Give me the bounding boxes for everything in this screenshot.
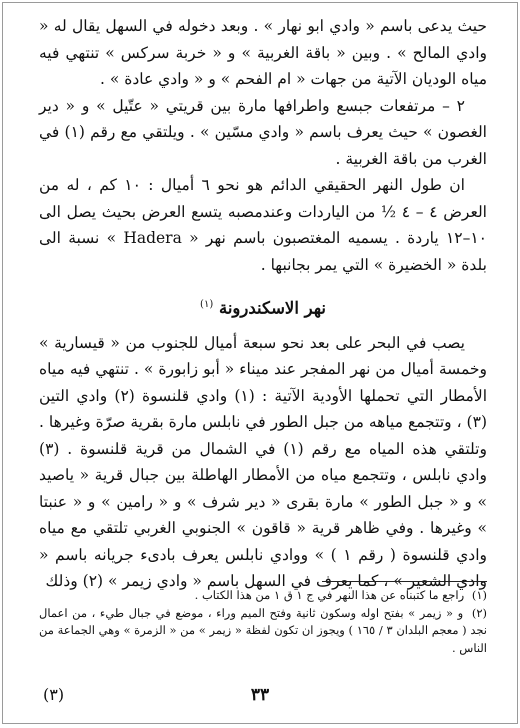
document-page [2,2,518,724]
footnote-1-number: (١) [471,588,487,602]
footnote-2-number: (٢) [471,605,487,620]
section-heading-text: نهر الاسكندرونة [218,298,326,318]
paragraph-1: حيث يدعى باسم « وادي ابو نهار » . وبعد دخوله في السهل يقال له « وادي المالح » . وبين « باقة الغربية » و « خربة سركس » تنتهي فيه مياه الوديان الآتية من جهات « ام الفحم » و « وادي عادة » . [39,17,487,88]
footnote-2 [39,605,487,658]
footnotes [39,587,487,657]
section-heading [39,292,487,322]
heading-footnote-marker: (١) [200,299,214,310]
footnote-2-text: و « زيمر » بفتح اوله وسكون ثانية وفتح الميم وراء ، موضع في جبال طيء ، من اعمال نجد ( معجم البلدان ٣ / ١٦٥ ) ويجوز ان تكون لفظة « زيمر » من « الزمرة » وهي الجماعة من الناس . [39,605,487,655]
paragraph-4: يصب في البحر على بعد نحو سبعة أميال للجنوب من « قيسارية » وخمسة أميال من نهر المفجر عند ميناء « أبو زابورة » . تنتهي فيه مياه الأمطار التي تحملها الأودية الآتية : (١) وادي قلنسوة (٢) وادي التين (٣) ، وتتجمع مياهه من جبل الطور في نابلس مارة بقرية صرّة وغيرها . وتلتقي هذه المياه مع رقم (١) في الشمال من قرية قلنسوة . (٣) وادي نابلس ، وتتجمع مياه من الأمطار الهاطلة بين جبال قرية « ياصيد » و « جبل الطور » مارة بقرى « دير شرف » و « رامين » و « عنبتا » وغيرها . وفي ظاهر قرية « قاقون » الجنوبي الغربي تلتقي مع مياه وادي قلنسوة ( رقم ١ ) » ووادي نابلس يعرف بادىء جريانه باسم « وادي الشعير » ، كما يعرف في السهل باسم « وادي زيمر » (٢) وذلك [39,333,488,590]
footnote-1 [39,587,487,605]
section-number: (٣) [43,685,65,704]
footnote-separator [322,581,487,582]
paragraph-2: ٢ – مرتفعات جبسع واطرافها مارة بين قريتي « عتّيل » و « دير الغصون » حيث يعرف باسم « وادي مسّين » . ويلتقي مع رقم (١) في الغرب من باقة الغربية . [39,96,487,168]
paragraph-3: ان طول النهر الحقيقي الدائم هو نحو ٦ أميال : ١٠ كم ، له من العرض ٤ – ٤ ½ من الياردات وعندمصبه يتسع العرض بحيث يصل الى ١٠–١٢ ياردة . يسميه المغتصبون باسم نهر « Hadera » نسبة الى بلدة « الخضيرة » التي يمر بجانبها . [39,176,487,274]
main-text [39,13,487,595]
page-number: ٣٣ [250,685,270,705]
footnote-1-text: راجع ما كتبناه عن هذا النهر في ج ١ ق ١ من هذا الكتاب . [194,588,465,602]
